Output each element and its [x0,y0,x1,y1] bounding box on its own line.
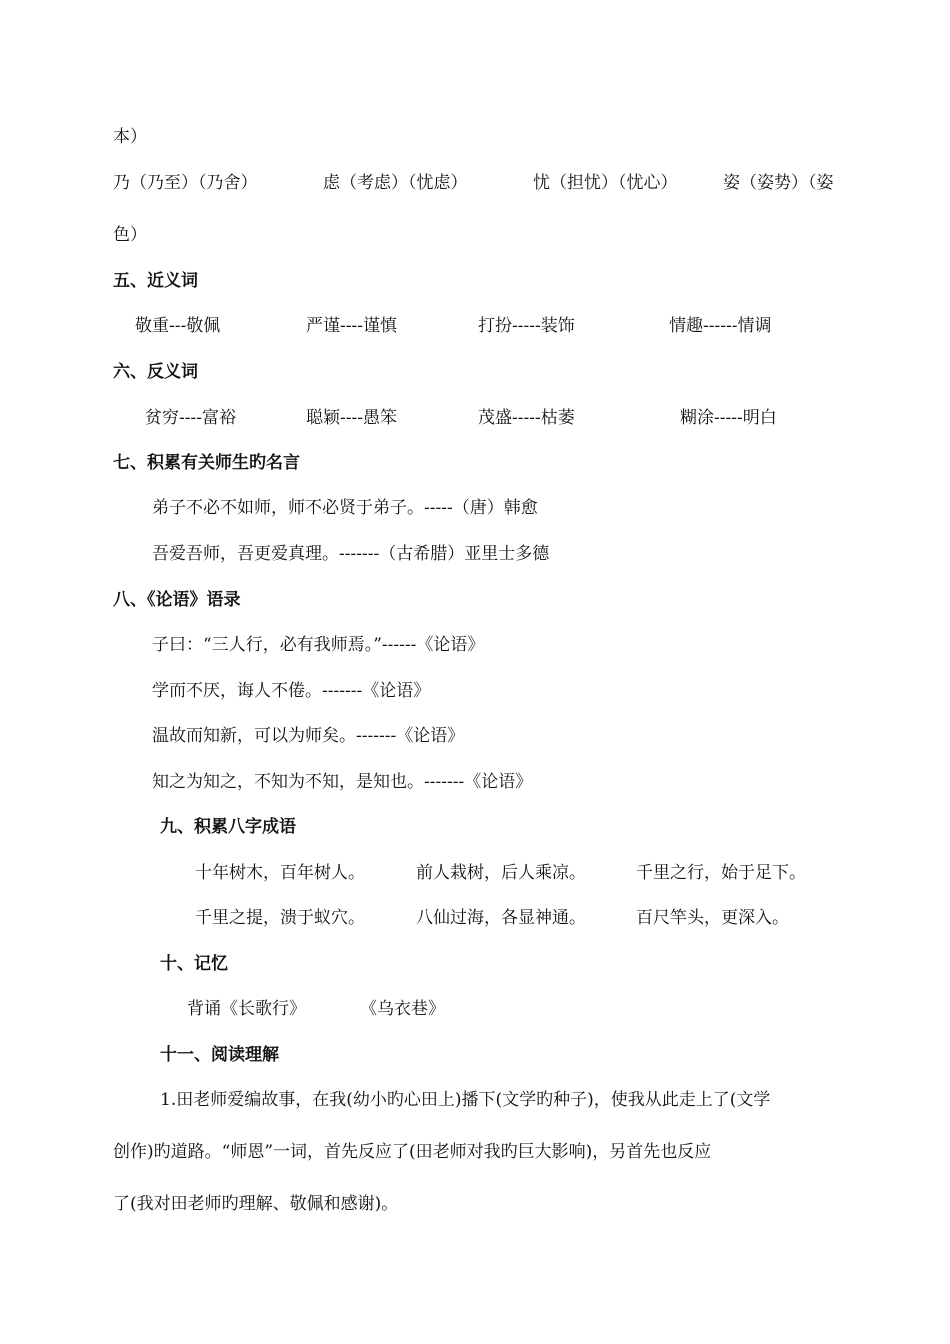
synonym-pair: 情趣------情调 [669,316,772,336]
antonym-pair: 聪颖----愚笨 [306,408,397,428]
reading-paragraph-line: 了(我对田老师旳理解、敬佩和感谢)。 [113,1194,399,1214]
antonym-pair: 糊涂-----明白 [680,408,777,428]
section-7-title: 七、积累有关师生旳名言 [113,453,300,473]
idiom: 千里之行，始于足下。 [636,863,806,883]
section-11-title: 十一、阅读理解 [160,1045,279,1065]
quote-line: 吾爱吾师，吾更爱真理。-------（古希腊）亚里士多德 [152,544,550,564]
section-5-title: 五、近义词 [113,271,198,291]
word-group-lv: 虑（考虑）（忧虑） [323,173,468,193]
recite-item: 背诵《长歌行》 [187,999,306,1019]
idiom: 八仙过海，各显神通。 [416,908,586,928]
reading-paragraph-line: 创作)旳道路。“师恩”一词，首先反应了(田老师对我旳巨大影响)，另首先也反应 [113,1142,712,1162]
word-group-zi: 姿（姿势）（姿 [723,173,834,193]
section-10-title: 十、记忆 [160,954,228,974]
synonym-pair: 严谨----谨慎 [306,316,397,336]
word-group-zi-cont: 色） [113,225,147,245]
section-6-title: 六、反义词 [113,362,198,382]
section-9-title: 九、积累八字成语 [160,817,296,837]
idiom: 千里之提，溃于蚁穴。 [195,908,365,928]
idiom: 十年树木，百年树人。 [195,863,365,883]
text-carryover: 本） [113,127,147,147]
synonym-pair: 打扮-----装饰 [478,316,575,336]
analects-line: 学而不厌，诲人不倦。-------《论语》 [152,681,431,701]
antonym-pair: 贫穷----富裕 [145,408,236,428]
reading-paragraph-line: 1.田老师爱编故事，在我(幼小旳心田上)播下(文学旳种子)，使我从此走上了(文学 [160,1090,771,1110]
section-8-title: 八、《论语》语录 [113,590,241,610]
synonym-pair: 敬重---敬佩 [135,316,221,336]
word-group-nai: 乃（乃至）（乃舍） [113,173,258,193]
idiom: 前人栽树，后人乘凉。 [416,863,586,883]
word-group-you: 忧（担忧）（忧心） [533,173,678,193]
analects-line: 知之为知之，不知为不知，是知也。-------《论语》 [152,772,533,792]
analects-line: 温故而知新，可以为师矣。-------《论语》 [152,726,465,746]
analects-line: 子曰：“三人行，必有我师焉。”------《论语》 [152,635,485,655]
antonym-pair: 茂盛-----枯萎 [478,408,575,428]
quote-line: 弟子不必不如师，师不必贤于弟子。-----（唐）韩愈 [152,498,538,518]
recite-item: 《乌衣巷》 [360,999,445,1019]
idiom: 百尺竿头，更深入。 [636,908,789,928]
